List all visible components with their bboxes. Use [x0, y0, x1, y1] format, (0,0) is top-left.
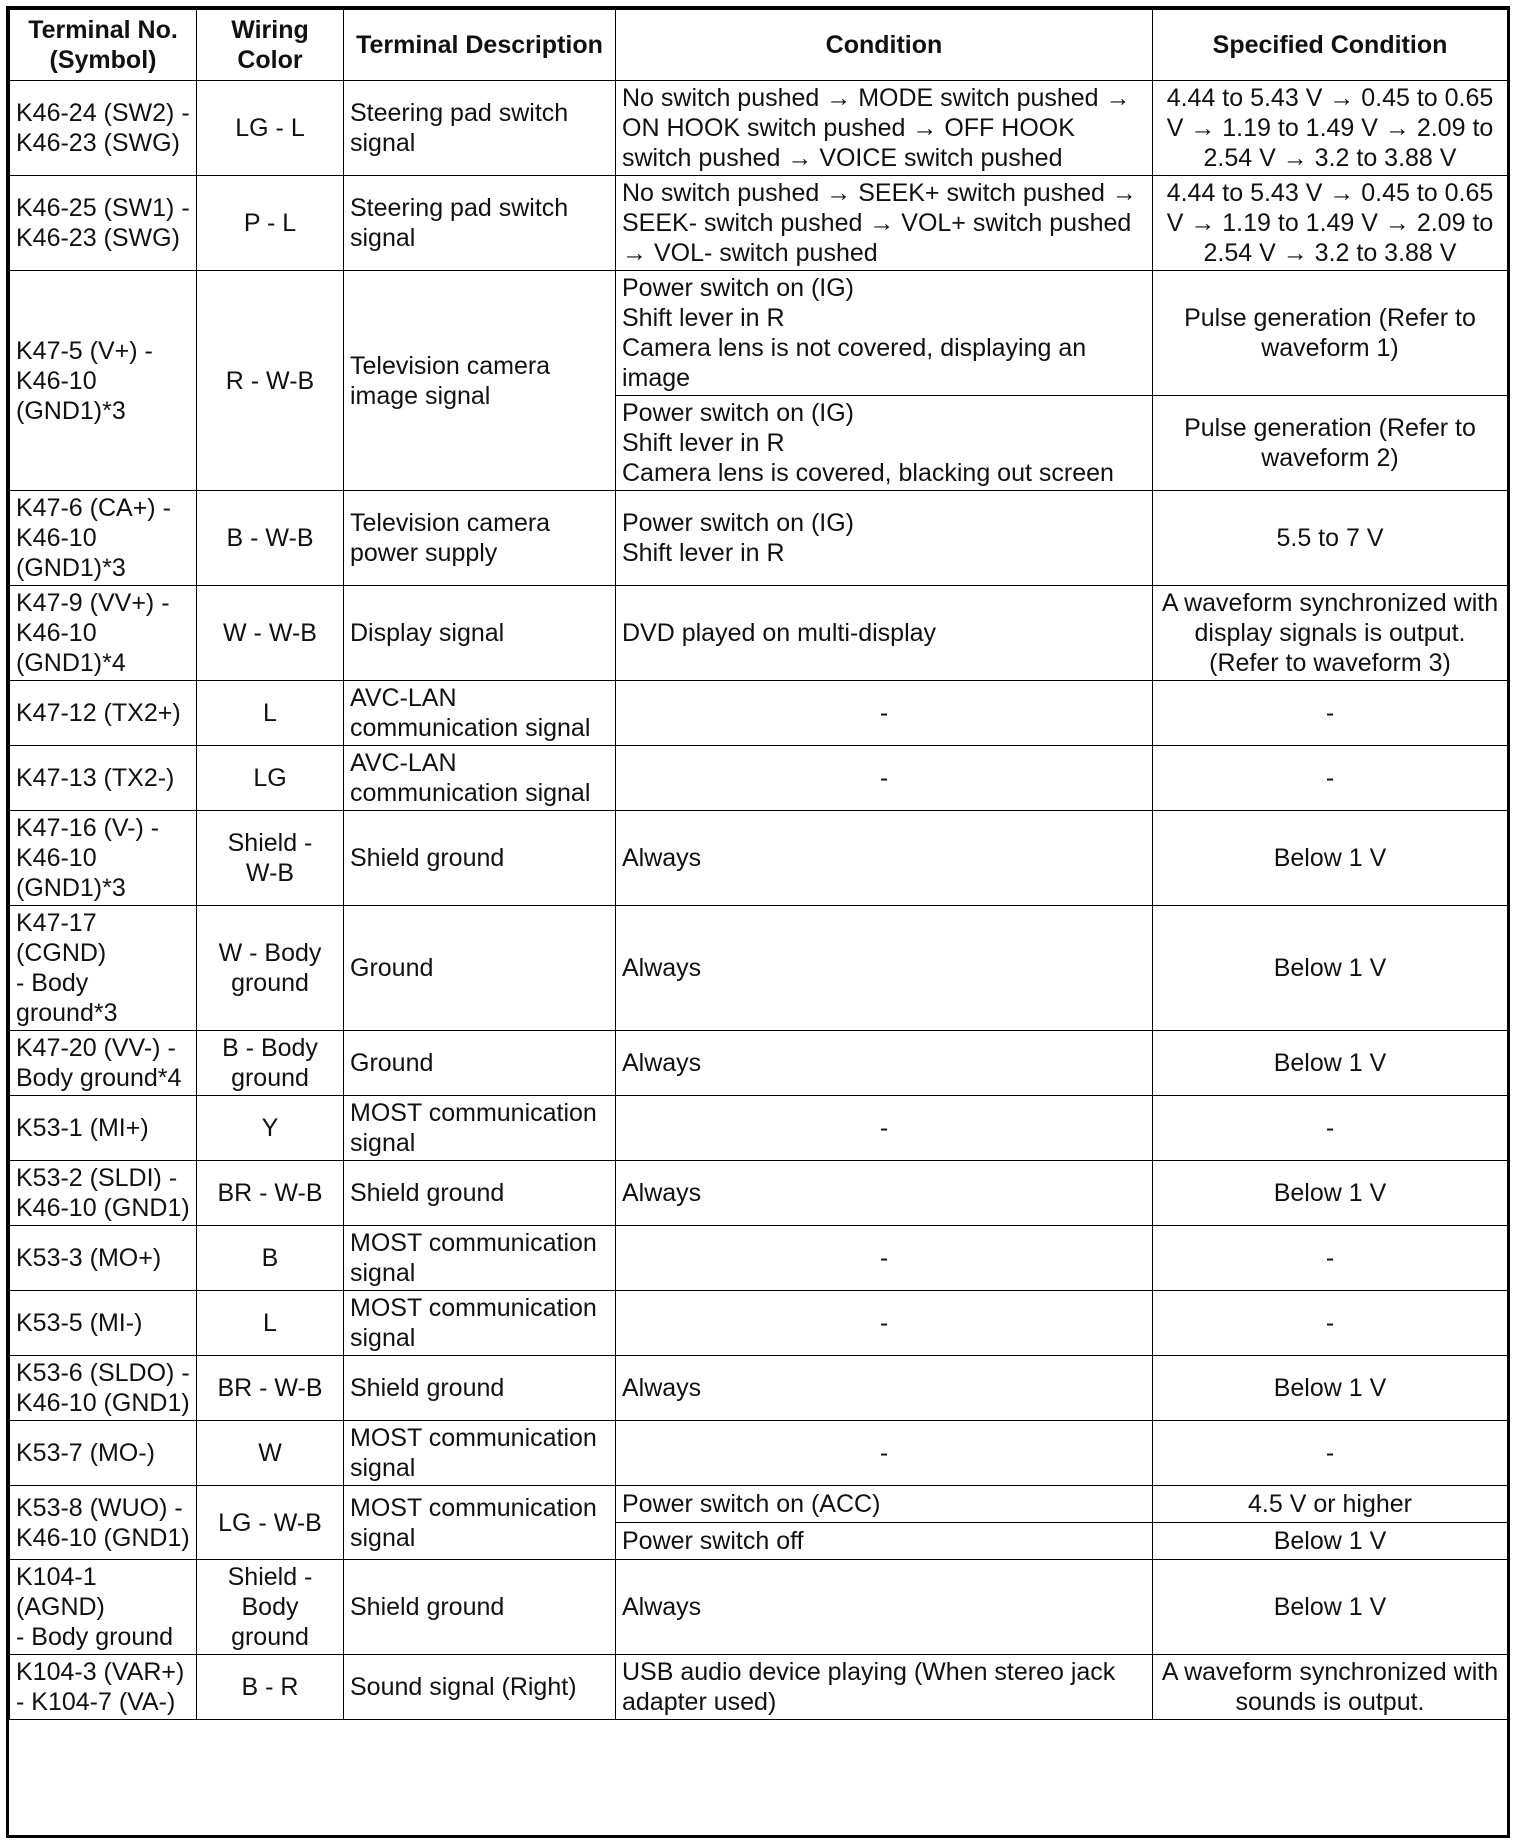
terminal-description-cell: Steering pad switch signal — [344, 81, 616, 176]
terminal-description-cell: Television camera image signal — [344, 271, 616, 491]
specified-condition-cell: 4.44 to 5.43 V → 0.45 to 0.65 V → 1.19 to 1.49 V → 2.09 to 2.54 V → 3.2 to 3.88 V — [1153, 81, 1508, 176]
terminal-cell: K47-16 (V-) - K46-10 (GND1)*3 — [10, 811, 197, 906]
terminal-description-cell: MOST communication signal — [344, 1226, 616, 1291]
wiring-color-cell: R - W-B — [197, 271, 344, 491]
wiring-color-cell: W - W-B — [197, 586, 344, 681]
specified-condition-cell: - — [1153, 681, 1508, 746]
terminal-description-cell: Steering pad switch signal — [344, 176, 616, 271]
wiring-color-cell: B - W-B — [197, 491, 344, 586]
condition-cell: No switch pushed → MODE switch pushed → ON HOOK switch pushed → OFF HOOK switch pushed → VOICE switch pushed — [616, 81, 1153, 176]
table-row — [10, 1655, 1508, 1720]
terminal-cell: K53-8 (WUO) - K46-10 (GND1) — [10, 1486, 197, 1560]
specified-condition-cell: Below 1 V — [1153, 811, 1508, 906]
wiring-color-cell: LG - L — [197, 81, 344, 176]
wiring-color-cell: BR - W-B — [197, 1161, 344, 1226]
terminal-cell: K47-20 (VV-) - Body ground*4 — [10, 1031, 197, 1096]
wiring-color-cell: B - R — [197, 1655, 344, 1720]
specified-condition-cell: 5.5 to 7 V — [1153, 491, 1508, 586]
terminal-cell: K47-12 (TX2+) — [10, 681, 197, 746]
specified-condition-cell: Below 1 V — [1153, 1560, 1508, 1655]
condition-cell: Power switch on (ACC) — [616, 1486, 1153, 1523]
wiring-color-cell: P - L — [197, 176, 344, 271]
wiring-color-cell: W - Body ground — [197, 906, 344, 1031]
col-header-description: Terminal Description — [344, 10, 616, 81]
specified-condition-cell: Below 1 V — [1153, 1523, 1508, 1560]
terminal-cell: K104-1 (AGND) - Body ground — [10, 1560, 197, 1655]
specified-condition-cell: - — [1153, 1421, 1508, 1486]
terminal-description-cell: MOST communication signal — [344, 1096, 616, 1161]
table-row — [10, 746, 1508, 811]
col-header-terminal: Terminal No. (Symbol) — [10, 10, 197, 81]
wiring-color-cell: LG - W-B — [197, 1486, 344, 1560]
table-row — [10, 81, 1508, 176]
table-row — [10, 491, 1508, 586]
specified-condition-cell: 4.5 V or higher — [1153, 1486, 1508, 1523]
specified-condition-cell: 4.44 to 5.43 V → 0.45 to 0.65 V → 1.19 to 1.49 V → 2.09 to 2.54 V → 3.2 to 3.88 V — [1153, 176, 1508, 271]
col-header-wiring: Wiring Color — [197, 10, 344, 81]
terminal-cell: K47-17 (CGND) - Body ground*3 — [10, 906, 197, 1031]
condition-cell: No switch pushed → SEEK+ switch pushed → SEEK- switch pushed → VOL+ switch pushed → VOL- switch pushed — [616, 176, 1153, 271]
wiring-color-cell: B - Body ground — [197, 1031, 344, 1096]
table-row — [10, 1161, 1508, 1226]
condition-cell: Always — [616, 1560, 1153, 1655]
wiring-color-cell: BR - W-B — [197, 1356, 344, 1421]
wiring-color-cell: LG — [197, 746, 344, 811]
specified-condition-cell: Below 1 V — [1153, 1161, 1508, 1226]
condition-cell: Always — [616, 1031, 1153, 1096]
table-row — [10, 176, 1508, 271]
specified-condition-cell: - — [1153, 1226, 1508, 1291]
terminal-table-sheet — [6, 6, 1510, 1838]
terminal-description-cell: Shield ground — [344, 1560, 616, 1655]
condition-cell: - — [616, 1421, 1153, 1486]
condition-cell: - — [616, 1096, 1153, 1161]
condition-cell: Power switch on (IG) Shift lever in R Camera lens is covered, blacking out screen — [616, 396, 1153, 491]
terminal-cell: K53-7 (MO-) — [10, 1421, 197, 1486]
terminal-description-cell: Ground — [344, 1031, 616, 1096]
table-row — [10, 1291, 1508, 1356]
table-row — [10, 271, 1508, 396]
specified-condition-cell: Pulse generation (Refer to waveform 2) — [1153, 396, 1508, 491]
table-row — [10, 1226, 1508, 1291]
specified-condition-cell: Below 1 V — [1153, 1031, 1508, 1096]
terminal-cell: K53-1 (MI+) — [10, 1096, 197, 1161]
wiring-color-cell: L — [197, 1291, 344, 1356]
condition-cell: Power switch on (IG) Shift lever in R Camera lens is not covered, displaying an image — [616, 271, 1153, 396]
specified-condition-cell: - — [1153, 1096, 1508, 1161]
terminal-cell: K47-13 (TX2-) — [10, 746, 197, 811]
terminal-description-cell: AVC-LAN communication signal — [344, 746, 616, 811]
terminal-description-cell: Television camera power supply — [344, 491, 616, 586]
condition-cell: Always — [616, 1356, 1153, 1421]
specified-condition-cell: A waveform synchronized with sounds is output. — [1153, 1655, 1508, 1720]
terminal-cell: K47-9 (VV+) - K46-10 (GND1)*4 — [10, 586, 197, 681]
header-row — [10, 10, 1508, 81]
terminal-cell: K46-24 (SW2) - K46-23 (SWG) — [10, 81, 197, 176]
terminal-cell: K47-6 (CA+) - K46-10 (GND1)*3 — [10, 491, 197, 586]
table-row — [10, 906, 1508, 1031]
specified-condition-cell: Below 1 V — [1153, 1356, 1508, 1421]
terminal-cell: K53-6 (SLDO) - K46-10 (GND1) — [10, 1356, 197, 1421]
table-row — [10, 586, 1508, 681]
condition-cell: Always — [616, 906, 1153, 1031]
wiring-color-cell: W — [197, 1421, 344, 1486]
terminal-description-cell: Shield ground — [344, 1356, 616, 1421]
table-row — [10, 681, 1508, 746]
terminal-cell: K53-3 (MO+) — [10, 1226, 197, 1291]
terminal-description-cell: Ground — [344, 906, 616, 1031]
specified-condition-cell: A waveform synchronized with display signals is output. (Refer to waveform 3) — [1153, 586, 1508, 681]
terminal-description-cell: Display signal — [344, 586, 616, 681]
terminal-description-cell: MOST communication signal — [344, 1486, 616, 1560]
terminal-table — [9, 9, 1508, 1720]
terminal-cell: K47-5 (V+) - K46-10 (GND1)*3 — [10, 271, 197, 491]
terminal-cell: K104-3 (VAR+) - K104-7 (VA-) — [10, 1655, 197, 1720]
wiring-color-cell: Shield - W-B — [197, 811, 344, 906]
condition-cell: - — [616, 1226, 1153, 1291]
condition-cell: - — [616, 1291, 1153, 1356]
table-row — [10, 1560, 1508, 1655]
table-row — [10, 1031, 1508, 1096]
col-header-condition: Condition — [616, 10, 1153, 81]
terminal-cell: K53-5 (MI-) — [10, 1291, 197, 1356]
condition-cell: Power switch on (IG) Shift lever in R — [616, 491, 1153, 586]
terminal-cell: K46-25 (SW1) - K46-23 (SWG) — [10, 176, 197, 271]
table-row — [10, 1421, 1508, 1486]
terminal-description-cell: MOST communication signal — [344, 1291, 616, 1356]
wiring-color-cell: Y — [197, 1096, 344, 1161]
condition-cell: USB audio device playing (When stereo jack adapter used) — [616, 1655, 1153, 1720]
condition-cell: - — [616, 681, 1153, 746]
specified-condition-cell: Below 1 V — [1153, 906, 1508, 1031]
wiring-color-cell: Shield - Body ground — [197, 1560, 344, 1655]
condition-cell: DVD played on multi-display — [616, 586, 1153, 681]
specified-condition-cell: Pulse generation (Refer to waveform 1) — [1153, 271, 1508, 396]
specified-condition-cell: - — [1153, 746, 1508, 811]
table-row — [10, 1096, 1508, 1161]
table-row — [10, 1486, 1508, 1523]
specified-condition-cell: - — [1153, 1291, 1508, 1356]
table-row — [10, 1356, 1508, 1421]
terminal-description-cell: AVC-LAN communication signal — [344, 681, 616, 746]
col-header-specified: Specified Condition — [1153, 10, 1508, 81]
wiring-color-cell: L — [197, 681, 344, 746]
wiring-color-cell: B — [197, 1226, 344, 1291]
condition-cell: - — [616, 746, 1153, 811]
condition-cell: Power switch off — [616, 1523, 1153, 1560]
terminal-description-cell: MOST communication signal — [344, 1421, 616, 1486]
terminal-description-cell: Shield ground — [344, 811, 616, 906]
table-row — [10, 811, 1508, 906]
terminal-cell: K53-2 (SLDI) - K46-10 (GND1) — [10, 1161, 197, 1226]
condition-cell: Always — [616, 811, 1153, 906]
condition-cell: Always — [616, 1161, 1153, 1226]
terminal-description-cell: Shield ground — [344, 1161, 616, 1226]
terminal-description-cell: Sound signal (Right) — [344, 1655, 616, 1720]
